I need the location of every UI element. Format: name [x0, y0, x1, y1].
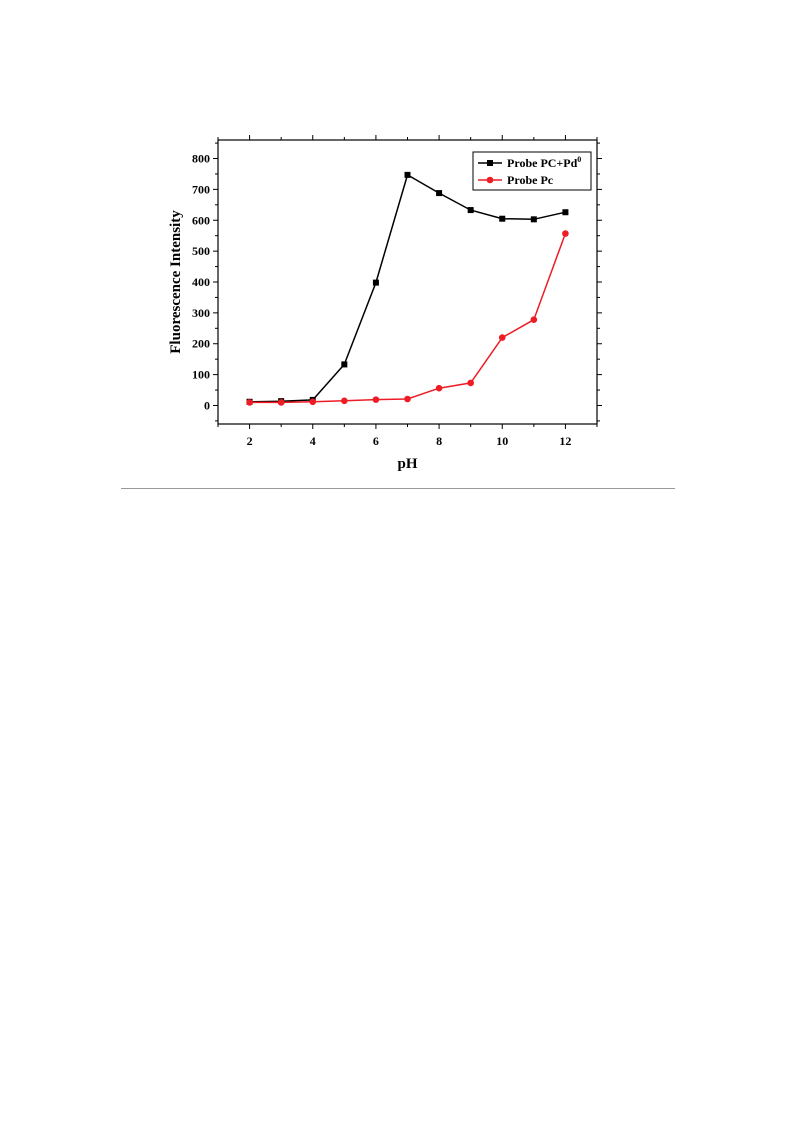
series-2: [246, 230, 568, 405]
legend-label: Probe Pc: [507, 173, 554, 187]
y-tick-label: 0: [204, 398, 210, 413]
legend-swatch-marker: [487, 177, 494, 184]
fluorescence-ph-chart: [0, 0, 793, 500]
x-tick-label: 4: [309, 434, 316, 448]
data-point: [531, 216, 537, 222]
x-tick-label: 6: [372, 434, 379, 448]
data-point: [341, 361, 347, 367]
data-point: [531, 316, 538, 323]
data-point: [467, 380, 474, 387]
y-tick-label: 500: [192, 244, 210, 259]
data-point: [562, 209, 568, 215]
data-point: [246, 399, 253, 406]
y-tick-label: 800: [192, 151, 210, 166]
data-point: [309, 398, 316, 405]
series-1: [247, 172, 569, 405]
x-axis-label: pH: [397, 456, 418, 472]
y-tick-label: 100: [192, 367, 210, 382]
x-tick-label: 2: [246, 434, 253, 448]
legend-swatch-marker: [487, 160, 493, 166]
data-point: [405, 172, 411, 178]
data-point: [373, 396, 380, 403]
y-tick-label: 400: [192, 275, 210, 289]
y-tick-label: 200: [192, 336, 210, 351]
legend-label: Probe $PC+Pd^0$: [507, 155, 582, 170]
data-point: [499, 334, 506, 341]
series-line: [250, 175, 566, 402]
y-axis-label: Fluorescence Intensity: [168, 210, 184, 354]
series-line: [250, 234, 566, 403]
series-layer: [246, 172, 568, 406]
data-point: [373, 280, 379, 286]
horizontal-rule: [121, 488, 675, 489]
x-tick-label: 12: [559, 434, 572, 448]
x-tick-label: 8: [436, 434, 443, 448]
data-point: [436, 385, 443, 392]
data-point: [341, 398, 348, 405]
data-point: [404, 396, 411, 403]
y-tick-label: 600: [192, 213, 210, 228]
figure: [0, 0, 793, 500]
data-point: [468, 207, 474, 213]
y-tick-label: 300: [192, 305, 210, 320]
data-point: [562, 230, 569, 237]
data-point: [499, 216, 505, 222]
x-tick-label: 10: [496, 434, 509, 448]
legend: [473, 152, 591, 190]
data-point: [436, 190, 442, 196]
legend-label-superscript: 0: [577, 155, 582, 164]
data-point: [278, 399, 285, 406]
y-tick-label: 700: [192, 182, 210, 197]
